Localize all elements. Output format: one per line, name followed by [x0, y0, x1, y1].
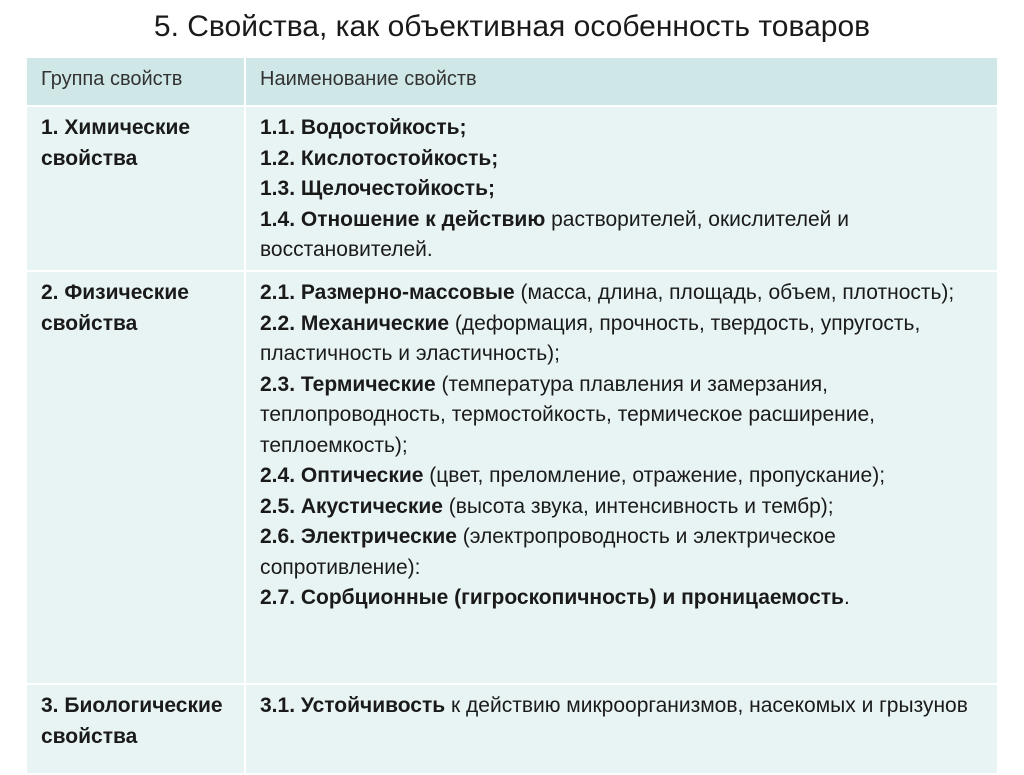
table-row	[27, 271, 997, 684]
group-cell: 3. Биологические свойства	[27, 684, 245, 774]
table-row	[27, 684, 997, 774]
table-header-row	[27, 58, 997, 106]
slide-title: 5. Свойства, как объективная особенность товаров	[153, 10, 871, 43]
property-item: 2.5. Акустические (высота звука, интенсивность и тембр);	[260, 494, 834, 518]
group-cell: 1. Химические свойства	[27, 106, 245, 271]
header-name-column: Наименование свойств	[245, 58, 997, 106]
header-group-column: Группа свойств	[27, 58, 245, 106]
properties-cell	[245, 106, 997, 271]
properties-cell	[245, 684, 997, 774]
property-item: 2.7. Сорбционные (гигроскопичность) и проницаемость.	[260, 586, 850, 609]
group-cell: 2. Физические свойства	[27, 271, 245, 684]
property-item: 1.3. Щелочестойкость;	[260, 177, 495, 200]
properties-table	[27, 58, 997, 775]
property-item: 2.1. Размерно-массовые (масса, длина, площадь, объем, плотность);	[260, 281, 955, 304]
property-item: 2.2. Механические (деформация, прочность, твердость, упругость, пластичность и эластичность);	[260, 311, 921, 365]
property-item: 3.1. Устойчивость к действию микроорганизмов, насекомых и грызунов	[260, 694, 968, 717]
property-item: 2.4. Оптические (цвет, преломление, отражение, пропускание);	[260, 464, 886, 487]
property-item: 2.3. Термические (температура плавления и замерзания, теплопроводность, термостойкость, термическое расширение, теплоемкость);	[260, 372, 875, 457]
property-item: 2.6. Электрические (электропроводность и электрическое сопротивление):	[260, 525, 836, 579]
properties-cell	[245, 271, 997, 684]
property-item: 1.1. Водостойкость;	[260, 116, 467, 139]
table-row	[27, 106, 997, 271]
property-item: 1.2. Кислотостойкость;	[260, 146, 499, 170]
property-item: 1.4. Отношение к действию растворителей, окислителей и восстановителей.	[260, 207, 849, 261]
